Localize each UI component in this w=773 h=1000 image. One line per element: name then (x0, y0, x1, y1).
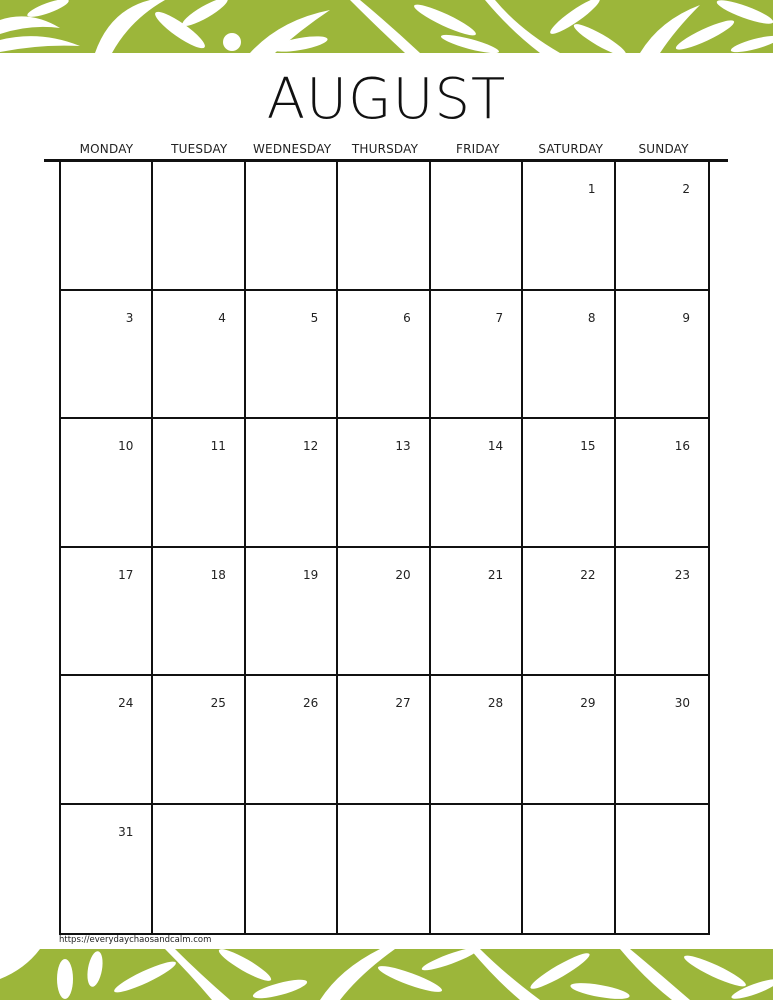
weekday-monday: MONDAY (79, 142, 134, 156)
day-number: 21 (487, 567, 504, 582)
day-cell-30 (616, 676, 708, 805)
day-number: 30 (674, 696, 690, 710)
day-number: 16 (674, 439, 690, 453)
day-cell-19 (246, 548, 338, 677)
day-number: 11 (210, 439, 226, 453)
day-number: 4 (218, 310, 226, 325)
day-number: 9 (682, 310, 690, 325)
day-number: 24 (118, 696, 134, 710)
day-cell-20 (338, 548, 430, 677)
day-number: 22 (580, 567, 596, 582)
day-cell-12 (246, 419, 338, 548)
day-cell-7 (431, 291, 523, 420)
day-number: 15 (580, 439, 596, 453)
day-number: 18 (210, 567, 226, 582)
day-number: 1 (587, 182, 596, 196)
day-cell-empty (616, 805, 708, 934)
day-number: 13 (395, 439, 411, 453)
top-leaf-border (0, 0, 773, 53)
day-number: 3 (125, 310, 134, 325)
weekday-wednesday: WEDNESDAY (252, 142, 332, 156)
calendar-grid (59, 162, 710, 935)
day-cell-8 (523, 291, 615, 420)
weekday-header (60, 139, 710, 159)
day-number: 23 (674, 567, 690, 582)
day-cell-22 (523, 548, 615, 677)
day-cell-28 (431, 676, 523, 805)
day-cell-15 (523, 419, 615, 548)
day-number: 10 (118, 439, 134, 453)
day-cell-31 (61, 805, 153, 934)
day-number: 5 (310, 310, 319, 325)
tropical-leaves-bottom-icon (0, 949, 773, 1000)
day-number: 8 (587, 310, 596, 325)
day-cell-9 (616, 291, 708, 420)
day-cell-empty (246, 162, 338, 291)
day-number: 31 (118, 824, 134, 839)
day-cell-14 (431, 419, 523, 548)
day-cell-5 (246, 291, 338, 420)
day-cell-29 (523, 676, 615, 805)
day-number: 2 (682, 182, 690, 196)
tropical-leaves-top-icon (0, 0, 773, 53)
day-cell-empty (153, 162, 245, 291)
day-cell-empty (431, 162, 523, 291)
day-cell-empty (431, 805, 523, 934)
day-cell-26 (246, 676, 338, 805)
day-number: 27 (395, 696, 411, 710)
day-cell-3 (61, 291, 153, 420)
day-cell-empty (523, 805, 615, 934)
weekday-tuesday: TUESDAY (171, 142, 228, 156)
day-number: 17 (118, 567, 134, 582)
footer-url: https://everydaychaosandcalm.com (59, 935, 212, 945)
day-cell-empty (338, 805, 430, 934)
day-number: 19 (303, 567, 319, 582)
day-number: 26 (303, 696, 319, 710)
day-cell-4 (153, 291, 245, 420)
day-cell-25 (153, 676, 245, 805)
weekday-friday: FRIDAY (456, 142, 500, 156)
month-title: AUGUST (266, 67, 507, 132)
day-cell-1 (523, 162, 615, 291)
day-cell-27 (338, 676, 430, 805)
day-cell-17 (61, 548, 153, 677)
day-cell-6 (338, 291, 430, 420)
day-cell-empty (153, 805, 245, 934)
day-number: 25 (210, 696, 226, 710)
day-cell-13 (338, 419, 430, 548)
day-number: 7 (495, 310, 504, 325)
day-number: 6 (403, 310, 411, 325)
day-cell-24 (61, 676, 153, 805)
day-cell-11 (153, 419, 245, 548)
weekday-saturday: SATURDAY (538, 142, 604, 156)
day-number: 14 (487, 439, 504, 453)
day-cell-2 (616, 162, 708, 291)
weekday-sunday: SUNDAY (638, 142, 689, 156)
day-cell-empty (61, 162, 153, 291)
bottom-leaf-border (0, 949, 773, 1000)
day-cell-empty (246, 805, 338, 934)
day-cell-empty (338, 162, 430, 291)
day-cell-18 (153, 548, 245, 677)
day-cell-21 (431, 548, 523, 677)
day-cell-23 (616, 548, 708, 677)
weekday-thursday: THURSDAY (351, 142, 419, 156)
day-cell-16 (616, 419, 708, 548)
day-number: 12 (303, 439, 319, 453)
day-number: 28 (487, 696, 504, 710)
day-number: 20 (395, 567, 411, 582)
day-cell-10 (61, 419, 153, 548)
day-number: 29 (580, 696, 596, 710)
